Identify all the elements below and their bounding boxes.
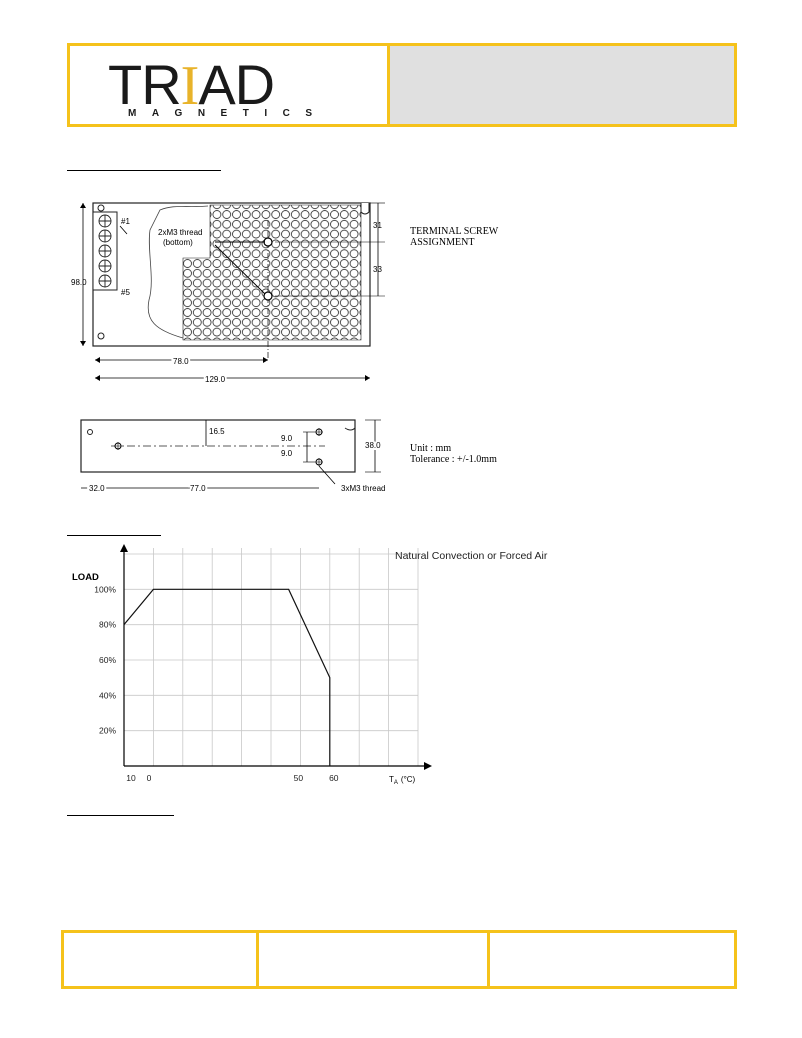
terminal-screw-line2: ASSIGNMENT xyxy=(410,237,475,248)
y-tick-label: 40% xyxy=(98,690,116,701)
y-tick-label: 60% xyxy=(98,655,116,665)
chart-x-label-sub: A xyxy=(393,780,398,786)
chart-axes xyxy=(120,544,432,770)
footer-table xyxy=(61,930,737,989)
chart-x-label-main: T xyxy=(389,775,394,784)
dim-38: 38.0 xyxy=(365,441,381,450)
side-thread-label: 3xM3 thread xyxy=(341,484,386,493)
x-axis-arrow xyxy=(424,762,432,770)
header-grey-panel xyxy=(390,46,734,124)
y-axis-arrow xyxy=(120,544,128,552)
tolerance-label: Tolerance : +/-1.0mm xyxy=(410,454,497,465)
dim-32: 32.0 xyxy=(89,484,105,493)
section-heading-underline xyxy=(67,535,161,536)
terminal-screw-title xyxy=(410,226,498,248)
section-heading-underline xyxy=(67,170,221,171)
logo xyxy=(70,46,390,124)
logo-text-i: I xyxy=(180,55,199,117)
dim-33: 33 xyxy=(373,265,382,274)
dim-9-bottom: 9.0 xyxy=(281,449,293,458)
x-tick-label: 0 xyxy=(146,773,152,783)
chart-x-ticks xyxy=(126,773,339,783)
x-tick-label: 50 xyxy=(293,773,304,783)
pin-1-label: #1 xyxy=(121,217,130,226)
logo-text-right: AD xyxy=(198,53,275,116)
dim-77: 77.0 xyxy=(190,484,206,493)
derating-curve xyxy=(124,589,330,766)
x-tick-label: 10 xyxy=(126,773,136,783)
dim-height: 98.0 xyxy=(71,278,87,287)
derating-chart xyxy=(60,540,570,790)
dim-78: 78.0 xyxy=(173,357,189,366)
thread-label-bottom: (bottom) xyxy=(163,238,193,247)
chart-x-label xyxy=(389,775,416,786)
dim-129: 129.0 xyxy=(205,375,226,384)
dim-9-top: 9.0 xyxy=(281,434,293,443)
thread-label-top: 2xM3 thread xyxy=(158,228,203,237)
y-tick-label: 100% xyxy=(94,584,116,595)
dim-31: 31 xyxy=(373,221,382,230)
unit-label: Unit : mm xyxy=(410,443,452,454)
unit-tolerance-note xyxy=(410,443,497,465)
y-tick-label: 20% xyxy=(98,725,116,736)
footer-cell-3 xyxy=(490,933,734,986)
chart-y-label: LOAD xyxy=(72,572,99,583)
x-tick-label: 60 xyxy=(329,773,339,783)
section-heading-underline xyxy=(67,815,174,816)
y-tick-label: 80% xyxy=(98,619,116,630)
logo-subtitle: MAGNETICS xyxy=(128,108,328,119)
chart-title: Natural Convection or Forced Air xyxy=(395,550,548,562)
chart-y-ticks xyxy=(94,584,116,735)
footer-cell-2 xyxy=(259,933,490,986)
terminal-screw-line1: TERMINAL SCREW xyxy=(410,226,499,237)
footer-cell-1 xyxy=(64,933,259,986)
chart-series xyxy=(124,589,330,766)
dim-16-5: 16.5 xyxy=(209,427,225,436)
logo-text-left: TR xyxy=(108,53,181,116)
chart-grid xyxy=(124,548,418,766)
pin-5-label: #5 xyxy=(121,288,130,297)
header-banner xyxy=(67,43,737,127)
chart-x-label-unit: (°C) xyxy=(400,775,416,784)
mechanical-drawing-top xyxy=(65,190,405,390)
mechanical-drawing-side xyxy=(65,410,405,496)
